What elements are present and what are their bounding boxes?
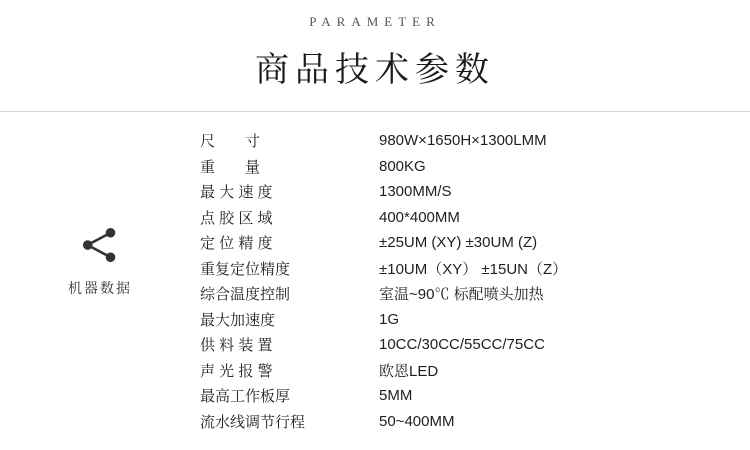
spec-value: 50~400MM (379, 412, 455, 430)
spec-key: 点 胶 区 域 (200, 209, 273, 227)
table-row (200, 383, 750, 409)
spec-body (0, 112, 750, 434)
table-row (200, 205, 750, 231)
table-row (200, 230, 750, 256)
spec-value: 1300MM/S (379, 183, 452, 201)
spec-key: 流水线调节行程 (200, 413, 306, 431)
spec-key: 供 料 装 置 (200, 337, 273, 355)
spec-value: 欧恩LED (379, 362, 439, 380)
spec-table-body (200, 128, 750, 434)
spec-key: 重复定位精度 (200, 260, 291, 278)
spec-key: 综合温度控制 (200, 286, 291, 304)
spec-key: 最 大 速 度 (200, 184, 273, 202)
machine-data-label: 机器数据 (68, 280, 132, 296)
spec-key: 最大加速度 (200, 311, 276, 329)
table-row (200, 128, 750, 154)
spec-key: 定 位 精 度 (200, 235, 273, 253)
spec-table (200, 128, 750, 434)
spec-key: 声 光 报 警 (200, 362, 273, 380)
spec-value: 室温~90℃ 标配喷头加热 (379, 286, 544, 304)
page-header (0, 0, 750, 91)
spec-key: 最高工作板厚 (200, 388, 291, 406)
spec-value: 10CC/30CC/55CC/75CC (379, 336, 545, 354)
spec-value: ±25UM (XY) ±30UM (Z) (379, 234, 538, 252)
table-row (200, 409, 750, 435)
table-row (200, 358, 750, 384)
share-nodes-icon (0, 224, 200, 266)
spec-value: 5MM (379, 387, 413, 405)
spec-key: 尺 寸 (200, 133, 261, 151)
table-row (200, 179, 750, 205)
spec-value: 1G (379, 310, 400, 328)
table-row (200, 281, 750, 307)
machine-data-block (0, 128, 200, 298)
spec-value: 800KG (379, 157, 426, 175)
spec-key: 重 量 (200, 158, 261, 176)
spec-value: ±10UM（XY） ±15UN（Z） (379, 260, 568, 278)
table-row (200, 332, 750, 358)
table-row (200, 154, 750, 180)
spec-value: 980W×1650H×1300LMM (379, 132, 547, 150)
table-row (200, 307, 750, 333)
page-title: 商品技术参数 (255, 51, 495, 89)
table-row (200, 256, 750, 282)
spec-value: 400*400MM (379, 208, 460, 226)
page-eyebrow: PARAMETER (309, 14, 441, 29)
